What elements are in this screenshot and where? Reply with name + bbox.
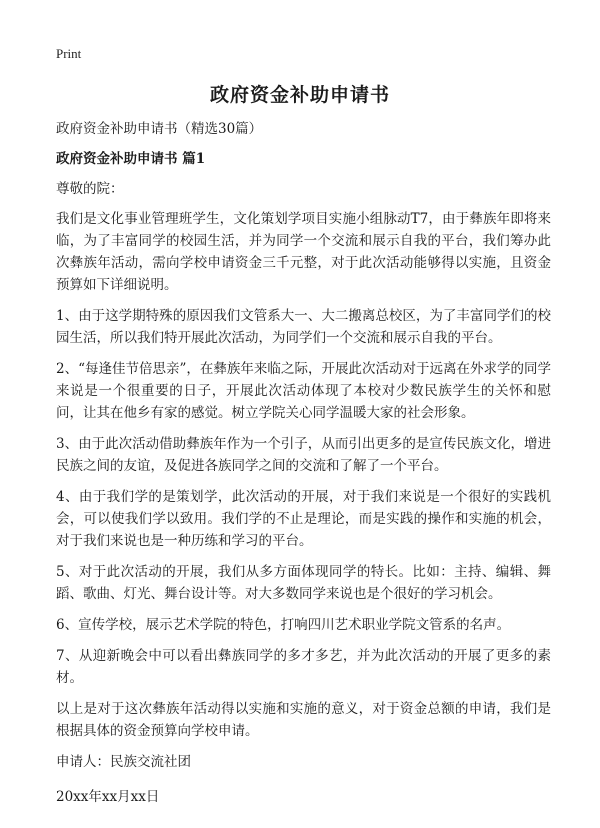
paragraph-point-6: 6、宣传学校，展示艺术学院的特色，打响四川艺术职业学院文管系的名声。 [56,617,511,633]
section-heading: 政府资金补助申请书 篇1 [56,151,206,167]
paragraph-point-5: 5、对于此次活动的开展，我们从多方面体现同学的特长。比如：主持、编辑、舞蹈、歌曲、灯光、舞台设计等。对大多数同学来说也是个很好的学习机会。 [56,564,551,602]
paragraph-point-2: 2、“每逢佳节倍思亲”，在彝族年来临之际，开展此次活动对于远离在外求学的同学来说是一个很重要的日子，开展此次活动体现了本校对少数民族学生的关怀和慰问，让其在他乡有家的感觉。树立学院关心同学温暖大家的社会形象。 [56,361,551,421]
paragraph-point-7: 7、从迎新晚会中可以看出彝族同学的多才多艺，并为此次活动的开展了更多的素材。 [56,648,551,686]
salutation: 尊敬的院： [56,181,124,197]
print-link[interactable]: Print [56,46,82,61]
date-line: 20xx年xx月xx日 [56,789,160,805]
document-body [56,118,551,808]
paragraph-intro: 我们是文化事业管理班学生，文化策划学项目实施小组脉动T7，由于彝族年即将来临，为了丰富同学的校园生活，并为同学一个交流和展示自我的平台，我们筹办此次彝族年活动，需向学校申请资金三千元整，对于此次活动能够得以实施，且资金预算如下详细说明。 [56,211,551,293]
paragraph-point-4: 4、由于我们学的是策划学，此次活动的开展，对于我们来说是一个很好的实践机会，可以使我们学以致用。我们学的不止是理论，而是实践的操作和实施的机会，对于我们来说也是一种历练和学习的平台。 [56,489,551,549]
paragraph-point-3: 3、由于此次活动借助彝族年作为一个引子，从而引出更多的是宣传民族文化，增进民族之间的友谊，及促进各族同学之间的交流和了解了一个平台。 [56,436,551,474]
paragraph-conclusion: 以上是对于这次彝族年活动得以实施和实施的意义，对于资金总额的申请，我们是根据具体的资金预算向学校申请。 [56,701,551,739]
paragraph-point-1: 1、由于这学期特殊的原因我们文管系大一、大二搬离总校区，为了丰富同学们的校园生活，所以我们特开展此次活动，为同学们一个交流和展示自我的平台。 [56,308,551,346]
signature-line: 申请人：民族交流社团 [56,754,191,770]
document-title: 政府资金补助申请书 [209,84,390,106]
document-subtitle: 政府资金补助申请书（精选30篇） [56,121,263,137]
